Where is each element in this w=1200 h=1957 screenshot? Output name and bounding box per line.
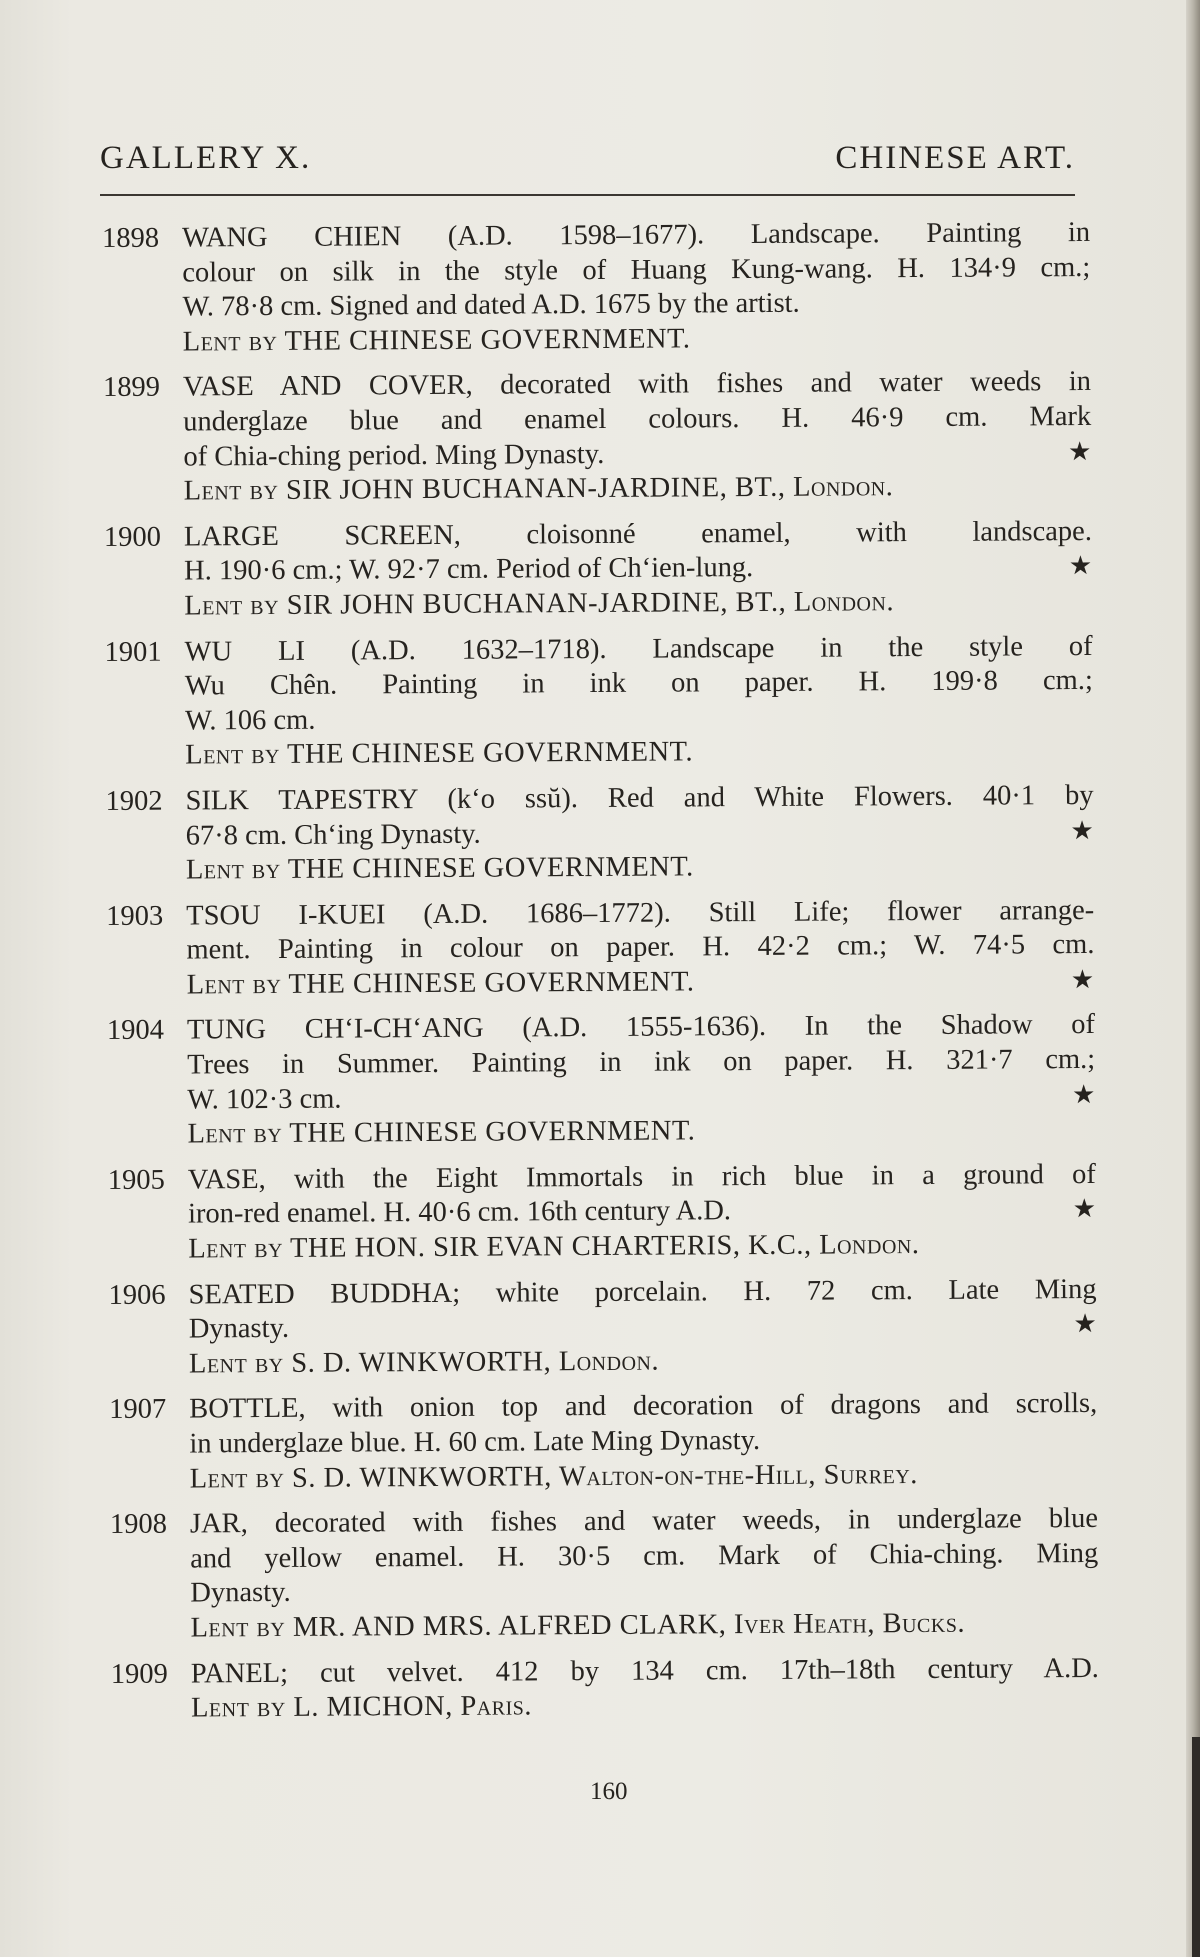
entry-number: 1902 bbox=[105, 785, 163, 817]
entry-number: 1906 bbox=[108, 1279, 166, 1311]
catalogue-entry bbox=[105, 779, 1094, 889]
entry-line: TUNG CH‘I-CH‘ANG (A.D. 1555-1636). In the Shadow of bbox=[186, 1009, 1096, 1046]
catalogue-entry bbox=[107, 1008, 1096, 1152]
catalogue-entry bbox=[110, 1502, 1099, 1646]
catalogue-entry bbox=[105, 629, 1094, 773]
star-icon: ★ bbox=[1073, 1309, 1097, 1339]
lender-line: Lent by S. D. WINKWORTH, London. bbox=[188, 1345, 660, 1380]
entry-line bbox=[183, 435, 1091, 475]
header-rule bbox=[100, 194, 1075, 196]
catalogue-entry bbox=[109, 1387, 1098, 1497]
entry-line bbox=[187, 1078, 1095, 1118]
entry-number: 1898 bbox=[102, 222, 160, 254]
entry-line bbox=[189, 1307, 1097, 1347]
star-icon: ★ bbox=[1068, 436, 1092, 466]
entry-line: W. 78·8 cm. Signed and dated A.D. 1675 by the artist. bbox=[182, 287, 800, 323]
star-icon: ★ bbox=[1070, 964, 1095, 994]
lender-line: Lent by THE CHINESE GOVERNMENT. bbox=[182, 323, 691, 358]
book-spine-shadow bbox=[1192, 1737, 1200, 1957]
entry-line: Dynasty. bbox=[190, 1577, 291, 1609]
lender-line: Lent by SIR JOHN BUCHANAN-JARDINE, BT., London. bbox=[184, 586, 895, 622]
entry-line: JAR, decorated with fishes and water weeds, in underglaze blue bbox=[189, 1503, 1099, 1540]
catalogue-entry bbox=[108, 1158, 1097, 1268]
entry-number: 1901 bbox=[104, 636, 162, 668]
entry-line: TSOU I-KUEI (A.D. 1686–1772). Still Life; flower arrange- bbox=[186, 894, 1095, 932]
entry-line: WANG CHIEN (A.D. 1598–1677). Landscape. Painting in bbox=[182, 216, 1091, 254]
lender-line: Lent by L. MICHON, Paris. bbox=[190, 1690, 533, 1724]
lender-text: Lent by THE CHINESE GOVERNMENT. bbox=[186, 966, 695, 1001]
star-icon: ★ bbox=[1072, 1194, 1097, 1224]
entry-line-text: 67·8 cm. Ch‘ing Dynasty. bbox=[185, 818, 481, 851]
entry-line bbox=[186, 813, 1094, 853]
lender-line: Lent by THE CHINESE GOVERNMENT. bbox=[185, 736, 694, 771]
lender-line: Lent by THE CHINESE GOVERNMENT. bbox=[185, 851, 694, 886]
lender-line: Lent by THE HON. SIR EVAN CHARTERIS, K.C., London. bbox=[188, 1229, 920, 1265]
star-icon: ★ bbox=[1071, 1079, 1096, 1109]
entry-line: SILK TAPESTRY (k‘o ssŭ). Red and White Flowers. 40·1 by bbox=[185, 779, 1094, 817]
entry-line bbox=[188, 1192, 1096, 1232]
entry-line-text: Dynasty. bbox=[188, 1313, 290, 1345]
entry-number: 1900 bbox=[103, 521, 162, 553]
entry-line: ment. Painting in colour on paper. H. 42·2 cm.; W. 74·5 cm. bbox=[186, 929, 1095, 966]
entry-line: WU LI (A.D. 1632–1718). Landscape in the style of bbox=[184, 630, 1093, 668]
entry-line-text: of Chia-ching period. Ming Dynasty. bbox=[183, 438, 605, 473]
entry-number: 1909 bbox=[110, 1658, 168, 1690]
entry-line: and yellow enamel. H. 30·5 cm. Mark of Chia-ching. Ming bbox=[190, 1537, 1099, 1575]
catalogue-entry bbox=[106, 894, 1095, 1004]
catalogue-entry bbox=[108, 1273, 1097, 1383]
section-heading: CHINESE ART. bbox=[835, 140, 1075, 176]
entry-line: VASE AND COVER, decorated with fishes and water weeds in bbox=[182, 366, 1092, 403]
entry-number: 1905 bbox=[107, 1164, 165, 1196]
catalogue-entry bbox=[103, 365, 1092, 509]
book-spine-edge bbox=[1186, 0, 1200, 1957]
gallery-heading: GALLERY X. bbox=[100, 140, 312, 176]
entry-line: VASE, with the Eight Immortals in rich blue in a ground of bbox=[187, 1158, 1096, 1196]
lender-line bbox=[187, 963, 1095, 1003]
entry-number: 1907 bbox=[109, 1394, 167, 1426]
entry-line-text: iron-red enamel. H. 40·6 cm. 16th century A.D. bbox=[187, 1195, 732, 1230]
star-icon: ★ bbox=[1070, 815, 1094, 845]
lender-line: Lent by SIR JOHN BUCHANAN-JARDINE, BT., London. bbox=[183, 471, 894, 507]
entry-line-text: W. 102·3 cm. bbox=[187, 1083, 342, 1116]
entry-line: BOTTLE, with onion top and decoration of dragons and scrolls, bbox=[189, 1388, 1098, 1425]
entry-line: LARGE SCREEN, cloisonné enamel, with landscape. bbox=[183, 515, 1093, 553]
lender-line: Lent by MR. AND MRS. ALFRED CLARK, Iver Heath, Bucks. bbox=[190, 1607, 966, 1644]
catalogue-entry bbox=[104, 515, 1093, 625]
catalogue-entries bbox=[102, 216, 1099, 1738]
entry-line: SEATED BUDDHA; white porcelain. H. 72 cm. Late Ming bbox=[188, 1273, 1097, 1311]
entry-number: 1904 bbox=[106, 1015, 165, 1047]
lender-line: Lent by THE CHINESE GOVERNMENT. bbox=[187, 1115, 696, 1150]
entry-line: colour on silk in the style of Huang Kung-wang. H. 134·9 cm.; bbox=[182, 251, 1091, 289]
entry-number: 1899 bbox=[102, 372, 161, 404]
entry-line: in underglaze blue. H. 60 cm. Late Ming Dynasty. bbox=[189, 1425, 761, 1460]
entry-line: PANEL; cut velvet. 412 by 134 cm. 17th–18th century A.D. bbox=[190, 1652, 1099, 1690]
entry-number: 1908 bbox=[109, 1508, 168, 1541]
catalogue-entry bbox=[111, 1652, 1099, 1727]
catalogue-entry bbox=[102, 216, 1091, 360]
entry-line: W. 106 cm. bbox=[184, 704, 316, 737]
lender-line: Lent by S. D. WINKWORTH, Walton-on-the-Hill, Surrey. bbox=[189, 1458, 918, 1495]
entry-line: Wu Chên. Painting in ink on paper. H. 199·8 cm.; bbox=[184, 665, 1093, 702]
entry-line-text: H. 190·6 cm.; W. 92·7 cm. Period of Ch‘ien-lung. bbox=[184, 552, 754, 587]
page-number: 160 bbox=[590, 1778, 628, 1805]
running-header bbox=[100, 140, 1075, 188]
entry-number: 1903 bbox=[106, 900, 164, 932]
entry-line bbox=[184, 549, 1092, 589]
star-icon: ★ bbox=[1068, 551, 1093, 581]
entry-line: underglaze blue and enamel colours. H. 46·9 cm. Mark bbox=[183, 400, 1092, 438]
entry-line: Trees in Summer. Painting in ink on paper. H. 321·7 cm.; bbox=[187, 1044, 1096, 1081]
